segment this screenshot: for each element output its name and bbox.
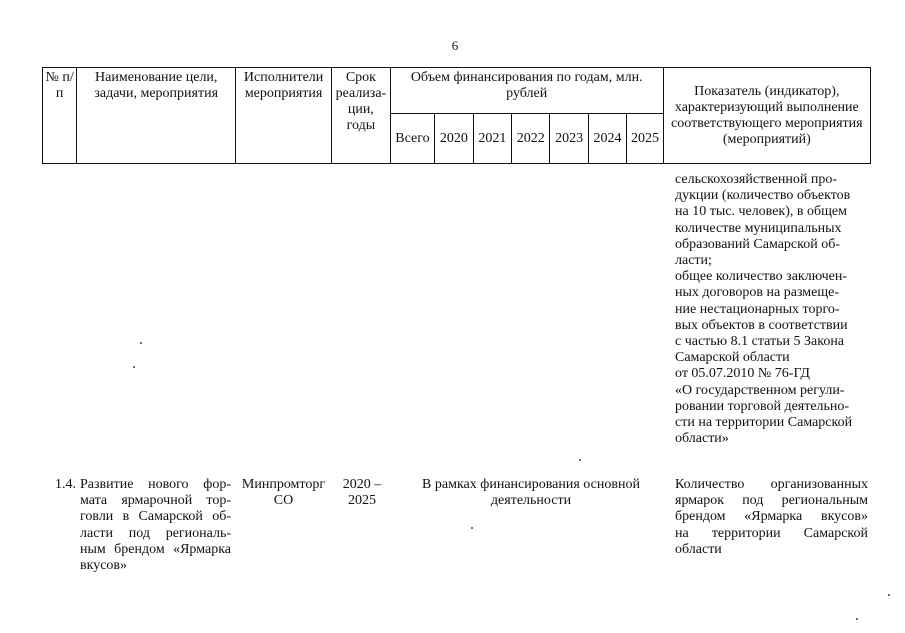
table-header [42,67,871,164]
scan-speck [856,618,858,620]
header-year-2025: 2025 [627,114,663,164]
header-year-2024: 2024 [588,114,626,164]
indicator-line: общее количество заключен- [675,269,848,285]
indicator-line: Самарской области [675,350,790,366]
indicator-line: области [675,541,722,557]
indicator-line: ласти; [675,253,712,269]
scan-speck [471,527,473,529]
row-1-4-executor: Минпромторг СО [241,477,326,509]
indicator-line: на территории Самарской [675,525,868,541]
name-line: говли в Самарской об- [80,509,231,525]
indicator-line: ных договоров на размеще- [675,285,840,301]
header-indicator: Показатель (индикатор), характеризующий выполнение соответствующего мероприятия (мероприятий) [663,68,870,164]
name-line: Развитие нового фор- [80,477,231,492]
row-1-4-financing: В рамках финансирования основной деятельности [422,477,640,509]
row-1-4-number: 1.4. [55,477,76,492]
header-executors: Исполнители мероприятия [236,68,332,164]
header-financing: Объем финансирования по годам, млн. рублей [390,68,663,114]
page-number: 6 [451,38,459,53]
indicator-line: «О государственном регули- [675,382,845,398]
name-line: вкусов» [80,558,128,574]
indicator-line: вых объектов в соответствии [675,317,848,333]
scan-speck [888,594,890,596]
header-total: Всего [390,114,434,164]
header-name: Наименование цели, задачи, мероприятия [77,68,236,164]
row-1-4-indicator [675,477,868,558]
row-1-4-term: 2020 – 2025 [342,477,382,509]
indicator-line: образований Самарской об- [675,236,841,252]
scan-speck [133,366,135,368]
indicator-line: ярмарок под региональным [675,493,868,509]
indicator-line: сельскохозяйственной про- [675,172,838,187]
name-line: мата ярмарочной тор- [80,493,231,509]
header-num: № п/п [43,68,77,164]
name-line: ласти под региональ- [80,525,231,541]
name-line: ным брендом «Ярмарка [80,541,231,557]
indicator-line: дукции (количество объектов [675,188,851,204]
indicator-line: на 10 тыс. человек), в общем [675,204,847,220]
indicator-line: от 05.07.2010 № 76-ГД [675,366,810,382]
indicator-line: брендом «Ярмарка вкусов» [675,509,868,525]
header-year-2022: 2022 [512,114,550,164]
indicator-line: с частью 8.1 статьи 5 Закона [675,334,845,350]
scan-speck [579,459,581,461]
indicator-line: ровании торговой деятельно- [675,398,850,414]
row-1-4-name [80,477,231,574]
indicator-line: области» [675,431,729,447]
indicator-line: Количество организованных [675,477,868,492]
header-year-2021: 2021 [473,114,511,164]
continuation-indicator-text [675,172,868,447]
indicator-line: сти на территории Самарской [675,415,853,431]
header-year-2020: 2020 [435,114,473,164]
scan-speck [140,342,142,344]
header-term: Срок реализа-ции, годы [332,68,391,164]
indicator-line: ние нестационарных торго- [675,301,840,317]
indicator-line: количестве муниципальных [675,220,842,236]
header-year-2023: 2023 [550,114,588,164]
